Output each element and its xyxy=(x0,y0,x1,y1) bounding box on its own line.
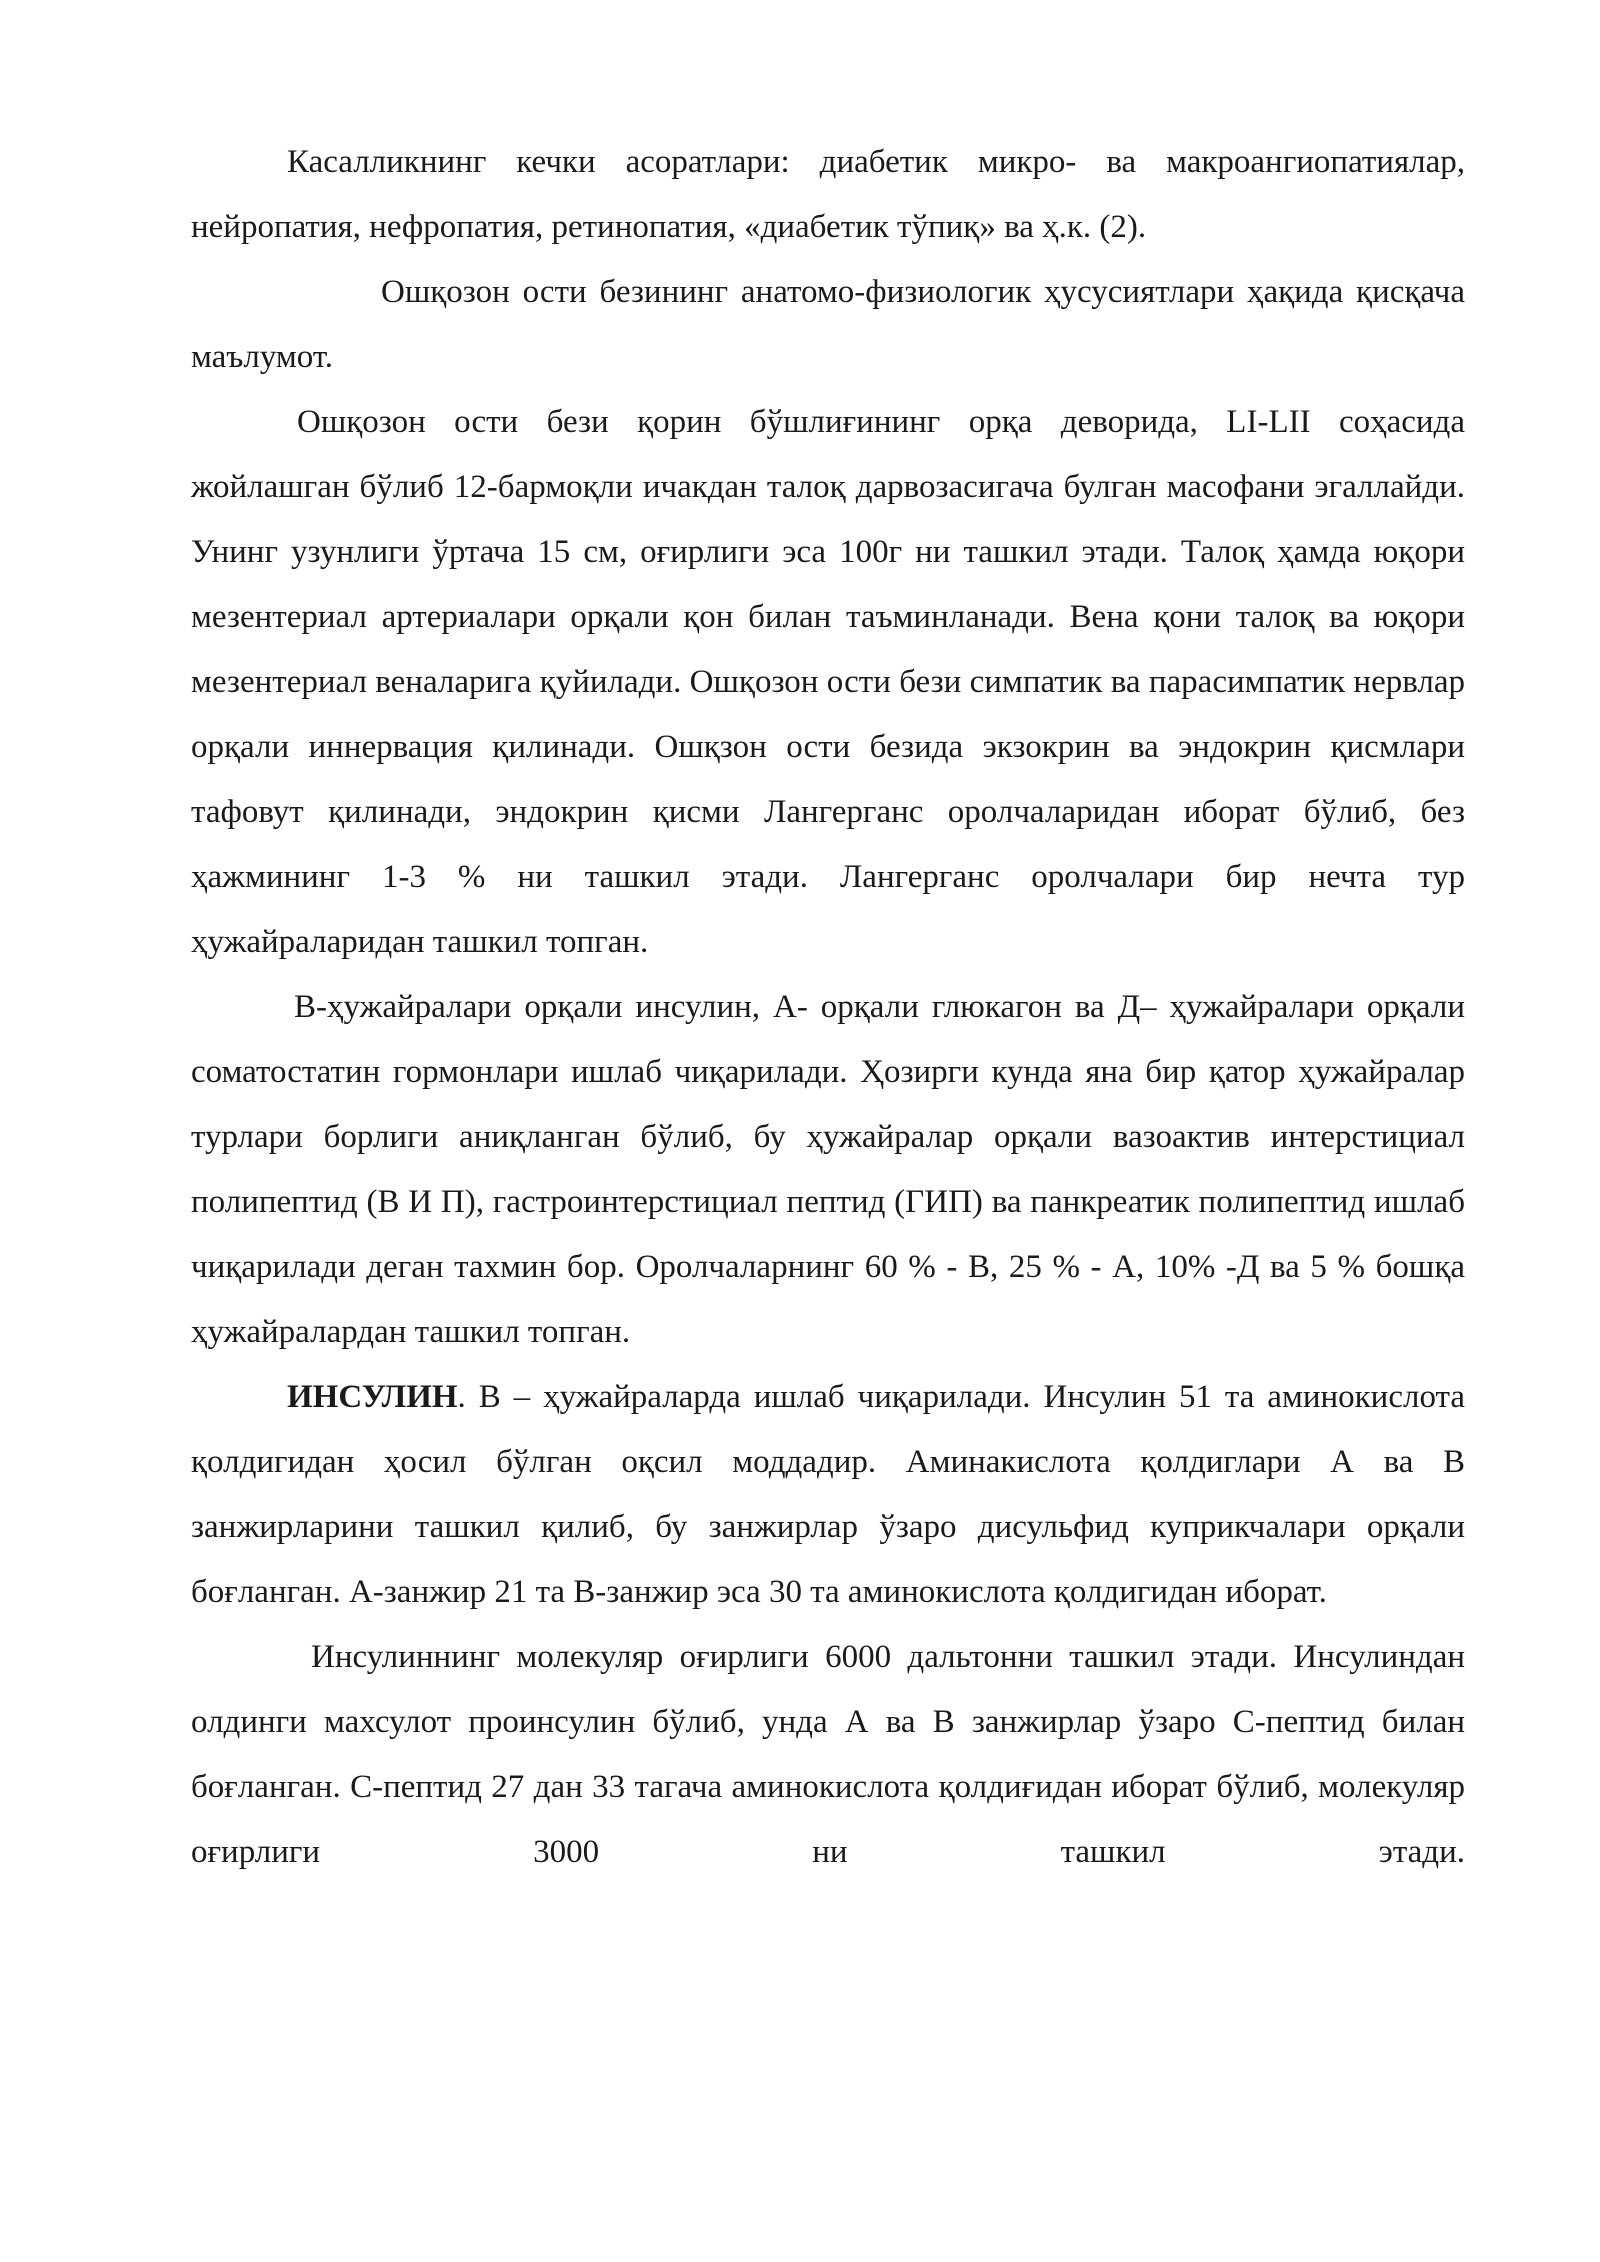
document-body xyxy=(191,130,1465,1885)
paragraph-cell-hormones: В-ҳужайралари орқали инсулин, А- орқали глюкагон ва Д– ҳужайралари орқали соматостатин гормонлари ишлаб чиқарилади. Ҳозирги кунда яна бир қатор ҳужайралар турлари борлиги аниқланган бўлиб, бу ҳужайралар орқали вазоактив интерстициал полипептид (В И П), гастроинтерстициал пептид (ГИП) ва панкреатик полипептид ишлаб чиқарилади деган тахмин бор. Оролчаларнинг 60 % - В, 25 % - А, 10% -Д ва 5 % бошқа ҳужайралардан ташкил топган. xyxy=(191,989,1465,1350)
paragraph-pancreas-anatomy: Ошқозон ости бези қорин бўшлиғининг орқа деворида, LI-LII соҳасида жойлашган бўлиб 12-бармоқли ичакдан талоқ дарвозасигача булган масофани эгаллайди. Унинг узунлиги ўртача 15 см, оғирлиги эса 100г ни ташкил этади. Талоқ ҳамда юқори мезентериал артериалари орқали қон билан таъминланади. Вена қони талоқ ва юқори мезентериал веналарига қуйилади. Ошқозон ости бези симпатик ва парасимпатик нервлар орқали иннервация қилинади. Ошқзон ости безида экзокрин ва эндокрин қисмлари тафовут қилинади, эндокрин қисми Лангерганс оролчаларидан иборат бўлиб, без ҳажмининг 1-3 % ни ташкил этади. Лангерганс оролчалари бир нечта тур ҳужайраларидан ташкил топган. xyxy=(191,404,1465,960)
insulin-paragraph-text: . В – ҳужайраларда ишлаб чиқарилади. Инсулин 51 та аминокислота қолдигидан ҳосил бўлган оқсил моддадир. Аминакислота қолдиглари А ва В занжирларини ташкил қилиб, бу занжирлар ўзаро дисульфид куприкчалари орқали боғланган. А-занжир 21 та В-занжир эса 30 та аминокислота қолдигидан иборат. xyxy=(191,1379,1465,1610)
paragraph-complications: Касалликнинг кечки асоратлари: диабетик микро- ва макроангиопатиялар, нейропатия, нефропатия, ретинопатия, «диабетик тўпиқ» ва ҳ.к. (2). xyxy=(191,144,1465,245)
paragraph-insulin xyxy=(191,1365,1465,1625)
insulin-bold-term: ИНСУЛИН xyxy=(287,1379,458,1415)
paragraph-insulin-molecular: Инсулиннинг молекуляр оғирлиги 6000 дальтонни ташкил этади. Инсулиндан олдинги махсулот проинсулин бўлиб, унда А ва В занжирлар ўзаро С-пептид билан боғланган. С-пептид 27 дан 33 тагача аминокислота қолдиғидан иборат бўлиб, молекуляр оғирлиги 3000 ни ташкил этади. xyxy=(191,1639,1465,1870)
paragraph-section-heading: Ошқозон ости безининг анатомо-физиологик ҳусусиятлари ҳақида қисқача маълумот. xyxy=(191,274,1465,375)
